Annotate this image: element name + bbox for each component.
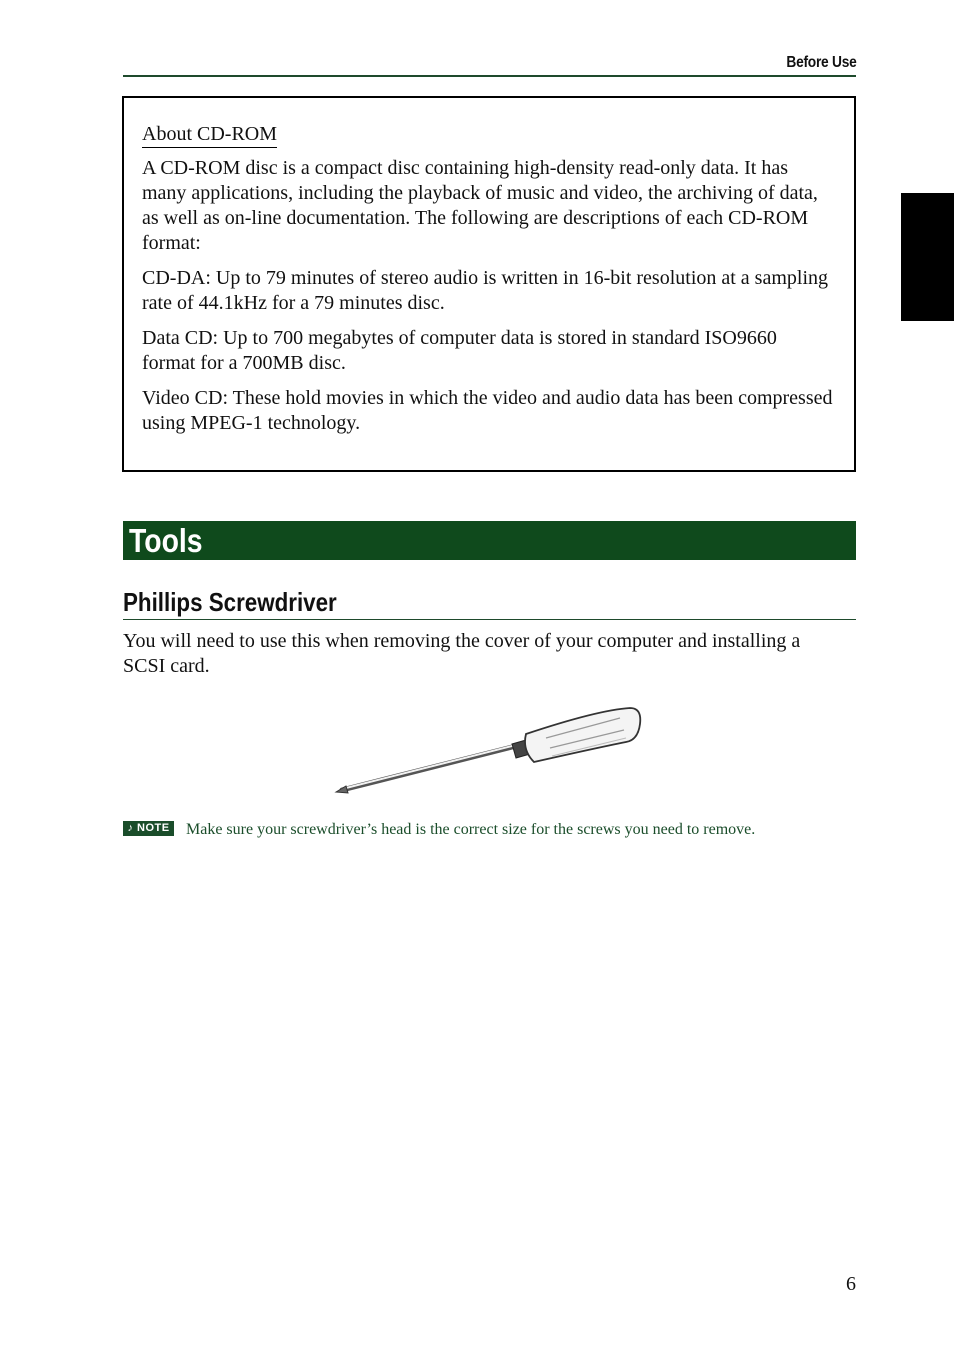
note-text: Make sure your screwdriver’s head is the correct size for the screws you need to remove. [186, 821, 756, 838]
about-cd-rom-title: About CD-ROM [142, 121, 277, 148]
phillips-screwdriver-heading: Phillips Screwdriver [123, 587, 337, 617]
about-paragraph-intro: A CD-ROM disc is a compact disc containing high-density read-only data. It has many applications, including the playback of music and video, the archiving of data, as well as on-line documentation. The following are descriptions of each CD-ROM format: [142, 157, 818, 254]
phillips-screwdriver-subhead [123, 587, 856, 620]
chapter-thumb-tab [901, 193, 954, 321]
running-header [123, 53, 856, 77]
about-paragraph-data-cd: Data CD: Up to 700 megabytes of computer data is stored in standard ISO9660 format for a 700MB disc. [142, 327, 777, 374]
tools-heading: Tools [129, 522, 203, 559]
running-header-title: Before Use [785, 54, 856, 71]
note-badge: ♪ NOTE [123, 821, 174, 836]
about-paragraph-cd-da: CD-DA: Up to 79 minutes of stereo audio is written in 16-bit resolution at a sampling rate of 44.1kHz for a 79 minutes disc. [142, 267, 829, 314]
tools-body-text: You will need to use this when removing the cover of your computer and installing a SCSI card. [123, 630, 801, 677]
note-row [123, 819, 856, 841]
note-badge-label: NOTE [137, 822, 170, 834]
phillips-screwdriver-icon [330, 700, 650, 800]
page-number: 6 [846, 1273, 856, 1295]
tools-section-bar [123, 521, 856, 560]
about-paragraph-video-cd: Video CD: These hold movies in which the video and audio data has been compressed using MPEG-1 technology. [142, 387, 833, 434]
about-cd-rom-box [122, 96, 856, 472]
